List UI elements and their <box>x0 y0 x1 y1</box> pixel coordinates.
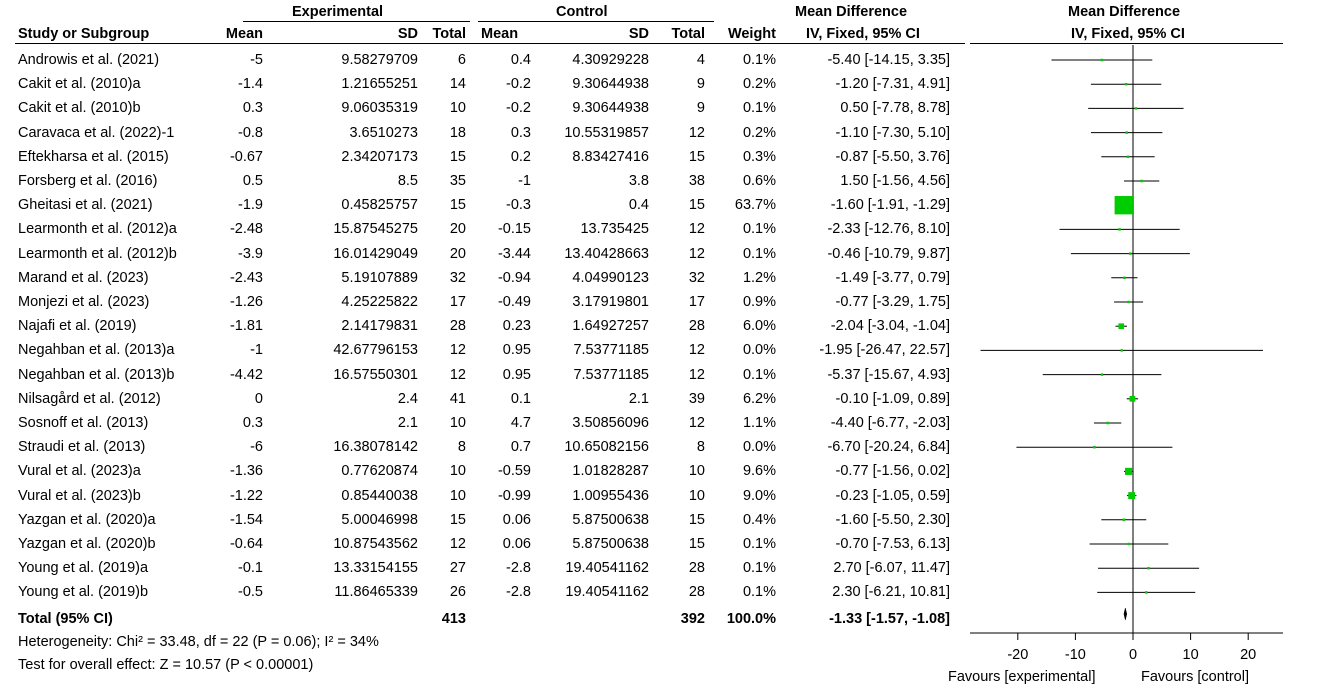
study-name: Young et al. (2019)a <box>18 560 149 577</box>
ctl-total: 12 <box>688 415 705 431</box>
ctl-sd: 13.40428663 <box>564 245 649 262</box>
exp-sd: 0.45825757 <box>341 197 418 214</box>
exp-total: 20 <box>449 245 466 262</box>
study-name: Sosnoff et al. (2013) <box>18 415 149 431</box>
exp-mean: -4.42 <box>229 366 263 383</box>
ctl-total: 12 <box>688 221 705 238</box>
ctl-total: 10 <box>688 463 705 480</box>
weight: 0.2% <box>742 76 776 93</box>
exp-total: 32 <box>449 269 466 286</box>
ctl-total: 28 <box>688 318 705 335</box>
study-name: Eftekharsa et al. (2015) <box>18 148 169 165</box>
exp-total: 12 <box>449 366 466 383</box>
ctl-mean: 0.95 <box>502 342 531 359</box>
ctl-total: 39 <box>688 390 705 407</box>
ctl-mean: -0.94 <box>497 269 531 286</box>
ctl-sd: 1.01828287 <box>572 463 649 480</box>
effect-marker <box>1127 156 1130 159</box>
ctl-total: 9 <box>696 76 705 93</box>
overall-effect-text: Test for overall effect: Z = 10.57 (P < 0.00001) <box>18 657 314 673</box>
exp-sd: 2.1 <box>397 415 418 431</box>
exp-mean-column-header: Mean <box>225 26 263 42</box>
exp-total: 28 <box>449 318 466 335</box>
mean-difference: -1.95 [-26.47, 22.57] <box>819 342 950 359</box>
ctl-total: 4 <box>696 52 705 68</box>
ctl-sd: 2.1 <box>628 390 649 407</box>
exp-sd: 8.5 <box>397 173 418 189</box>
ctl-sd: 9.30644938 <box>572 100 649 117</box>
md-group-header: Mean Difference <box>795 4 908 20</box>
exp-total: 12 <box>449 342 466 359</box>
exp-sd-column-header: SD <box>397 26 418 42</box>
exp-total: 10 <box>449 415 466 431</box>
ctl-sd: 9.30644938 <box>572 76 649 93</box>
ctl-sd: 8.83427416 <box>572 148 649 165</box>
weight: 0.1% <box>742 52 776 68</box>
exp-total: 35 <box>449 173 466 189</box>
ctl-total: 12 <box>688 366 705 383</box>
exp-sd: 5.00046998 <box>341 511 418 528</box>
mean-difference: -0.23 [-1.05, 0.59] <box>835 487 950 504</box>
ctl-total: 17 <box>688 294 705 310</box>
weight: 63.7% <box>734 197 776 214</box>
effect-marker <box>1118 228 1121 231</box>
axis-tick-label: 20 <box>1240 647 1257 663</box>
ctl-mean: 0.06 <box>502 536 531 552</box>
study-name: Nilsagård et al. (2012) <box>18 390 161 407</box>
ctl-mean: -3.44 <box>497 245 531 262</box>
ctl-sd: 5.87500638 <box>572 511 649 528</box>
exp-total: 10 <box>449 100 466 117</box>
effect-marker <box>1135 107 1138 110</box>
study-name: Negahban et al. (2013)a <box>18 342 175 359</box>
study-column-header: Study or Subgroup <box>18 26 150 42</box>
favours-control-label: Favours [control] <box>1141 669 1249 685</box>
ctl-sd: 7.53771185 <box>573 342 649 359</box>
axis-tick-label: -10 <box>1064 647 1086 663</box>
effect-marker <box>1147 567 1150 570</box>
study-name: Learmonth et al. (2012)a <box>18 221 177 238</box>
effect-marker <box>1130 396 1136 402</box>
ctl-mean: 0.1 <box>510 390 531 407</box>
axis-tick-label: 0 <box>1128 647 1138 663</box>
mean-difference: -1.60 [-1.91, -1.29] <box>830 197 950 214</box>
exp-mean: -2.48 <box>229 221 263 238</box>
ctl-sd: 3.17919801 <box>572 294 649 310</box>
exp-total: 26 <box>449 584 466 601</box>
ctl-sd: 1.00955436 <box>572 487 649 504</box>
exp-total: 15 <box>449 511 466 528</box>
weight: 9.6% <box>742 463 776 480</box>
mean-difference: -0.10 [-1.09, 0.89] <box>835 390 950 407</box>
mean-difference: -2.33 [-12.76, 8.10] <box>827 221 950 238</box>
ctl-total: 28 <box>688 560 705 577</box>
total-ctl-n: 392 <box>680 611 705 627</box>
exp-mean: -5 <box>250 52 263 68</box>
ctl-sd: 19.40541162 <box>565 584 649 601</box>
exp-mean: -0.67 <box>229 148 263 165</box>
ctl-sd: 19.40541162 <box>565 560 649 577</box>
weight: 0.1% <box>742 536 776 552</box>
exp-sd: 2.14179831 <box>341 318 418 335</box>
weight: 0.2% <box>742 124 776 141</box>
study-name: Vural et al. (2023)b <box>18 487 141 504</box>
exp-mean: -1.54 <box>229 511 263 528</box>
total-weight: 100.0% <box>726 611 776 627</box>
exp-mean: -1.22 <box>229 487 263 504</box>
effect-marker <box>1123 519 1126 522</box>
study-name: Androwis et al. (2021) <box>18 52 160 68</box>
mean-difference: -2.04 [-3.04, -1.04] <box>830 318 950 335</box>
study-name: Cakit et al. (2010)a <box>18 76 141 93</box>
effect-marker <box>1125 83 1128 86</box>
exp-sd: 0.85440038 <box>341 487 418 504</box>
mean-difference: 2.30 [-6.21, 10.81] <box>832 584 950 601</box>
weight: 6.0% <box>742 318 776 335</box>
weight: 1.1% <box>742 415 776 431</box>
weight: 6.2% <box>742 390 776 407</box>
total-md: -1.33 [-1.57, -1.08] <box>829 611 950 627</box>
exp-sd: 16.38078142 <box>333 439 418 456</box>
weight: 0.0% <box>742 439 776 456</box>
ctl-mean: 0.23 <box>502 318 531 335</box>
effect-marker <box>1127 301 1130 304</box>
ctl-sd: 13.735425 <box>580 221 649 238</box>
exp-sd: 2.34207173 <box>341 148 418 165</box>
exp-total: 12 <box>449 536 466 552</box>
plot-group-header: Mean Difference <box>1068 4 1181 20</box>
experimental-group-header: Experimental <box>292 4 384 20</box>
ctl-sd: 3.50856096 <box>572 415 649 431</box>
exp-sd: 0.77620874 <box>341 463 418 480</box>
exp-total: 17 <box>449 294 466 310</box>
exp-total-column-header: Total <box>432 26 466 42</box>
mean-difference: 0.50 [-7.78, 8.78] <box>840 100 950 117</box>
ctl-mean-column-header: Mean <box>481 26 519 42</box>
weight: 0.6% <box>742 173 776 189</box>
study-name: Vural et al. (2023)a <box>18 463 141 480</box>
axis-tick-label: 10 <box>1182 647 1199 663</box>
mean-difference: -1.10 [-7.30, 5.10] <box>835 124 950 141</box>
control-group-header: Control <box>556 4 608 20</box>
ctl-mean: -1 <box>518 173 531 189</box>
mean-difference: -1.20 [-7.31, 4.91] <box>835 76 950 93</box>
md-method-header: IV, Fixed, 95% CI <box>806 26 920 42</box>
ctl-mean: 0.2 <box>510 148 531 165</box>
plot-method-header: IV, Fixed, 95% CI <box>1071 26 1185 42</box>
ctl-sd: 4.04990123 <box>572 269 649 286</box>
exp-mean: 0.3 <box>242 100 263 117</box>
ctl-mean: -2.8 <box>506 560 531 577</box>
favours-experimental-label: Favours [experimental] <box>948 669 1096 685</box>
effect-marker <box>1125 131 1128 134</box>
mean-difference: -1.49 [-3.77, 0.79] <box>835 269 950 286</box>
ctl-total: 15 <box>688 511 705 528</box>
effect-marker <box>1121 349 1124 352</box>
total-label: Total (95% CI) <box>18 611 113 627</box>
exp-mean: 0.3 <box>242 415 263 431</box>
exp-mean: 0 <box>254 390 263 407</box>
effect-marker <box>1125 468 1132 475</box>
exp-sd: 9.06035319 <box>341 100 418 117</box>
exp-sd: 42.67796153 <box>333 342 418 359</box>
weight: 0.1% <box>742 366 776 383</box>
study-name: Najafi et al. (2019) <box>18 318 137 335</box>
ctl-mean: -0.3 <box>506 197 531 214</box>
exp-sd: 13.33154155 <box>333 560 418 577</box>
study-name: Learmonth et al. (2012)b <box>18 245 177 262</box>
weight: 1.2% <box>742 269 776 286</box>
study-name: Caravaca et al. (2022)-1 <box>18 124 175 141</box>
effect-marker <box>1106 422 1109 425</box>
ctl-total: 15 <box>688 197 705 214</box>
ctl-total: 38 <box>688 173 705 189</box>
study-name: Negahban et al. (2013)b <box>18 366 175 383</box>
study-name: Young et al. (2019)b <box>18 584 149 601</box>
total-exp-n: 413 <box>441 611 466 627</box>
mean-difference: -0.87 [-5.50, 3.76] <box>835 148 950 165</box>
heterogeneity-text: Heterogeneity: Chi² = 33.48, df = 22 (P = 0.06); I² = 34% <box>18 634 379 650</box>
exp-mean: -2.43 <box>229 269 263 286</box>
effect-marker <box>1145 591 1148 594</box>
exp-mean: -0.1 <box>238 560 263 577</box>
effect-marker <box>1093 446 1096 449</box>
ctl-total: 15 <box>688 148 705 165</box>
weight-column-header: Weight <box>727 26 776 42</box>
weight: 0.1% <box>742 560 776 577</box>
ctl-mean: -0.2 <box>506 76 531 93</box>
ctl-mean: 0.4 <box>510 52 531 68</box>
weight: 0.1% <box>742 584 776 601</box>
exp-mean: -0.8 <box>238 124 263 141</box>
mean-difference: -4.40 [-6.77, -2.03] <box>830 415 950 431</box>
ctl-mean: 0.3 <box>510 124 531 141</box>
ctl-sd: 10.65082156 <box>564 439 649 456</box>
exp-total: 14 <box>449 76 466 93</box>
exp-sd: 9.58279709 <box>341 52 418 68</box>
axis-tick-label: -20 <box>1007 647 1029 663</box>
effect-marker <box>1118 323 1124 329</box>
mean-difference: -0.70 [-7.53, 6.13] <box>835 536 950 552</box>
exp-sd: 3.6510273 <box>349 124 418 141</box>
mean-difference: -0.77 [-1.56, 0.02] <box>835 463 950 480</box>
exp-sd: 16.57550301 <box>333 366 418 383</box>
exp-mean: -1.9 <box>238 197 263 214</box>
weight: 0.1% <box>742 100 776 117</box>
pooled-diamond <box>1124 608 1127 620</box>
mean-difference: -0.46 [-10.79, 9.87] <box>827 245 950 262</box>
ctl-mean: 0.06 <box>502 511 531 528</box>
exp-mean: -1.4 <box>238 76 263 93</box>
effect-marker <box>1101 59 1104 62</box>
exp-total: 18 <box>449 124 466 141</box>
effect-marker <box>1140 180 1143 183</box>
ctl-sd: 1.64927257 <box>572 318 649 335</box>
weight: 0.0% <box>742 342 776 359</box>
exp-mean: -0.5 <box>238 584 263 601</box>
effect-marker <box>1101 373 1104 376</box>
exp-total: 8 <box>457 439 466 456</box>
exp-mean: -1.36 <box>229 463 263 480</box>
exp-mean: -1 <box>250 342 263 359</box>
ctl-mean: -0.2 <box>506 100 531 117</box>
study-name: Forsberg et al. (2016) <box>18 173 158 189</box>
effect-marker <box>1128 492 1135 499</box>
exp-mean: -6 <box>250 439 263 456</box>
weight: 0.1% <box>742 245 776 262</box>
ctl-mean: 0.95 <box>502 366 531 383</box>
ctl-total: 12 <box>688 245 705 262</box>
ctl-total-column-header: Total <box>671 26 705 42</box>
exp-sd: 10.87543562 <box>333 536 418 552</box>
exp-mean: -3.9 <box>238 245 263 262</box>
study-name: Cakit et al. (2010)b <box>18 100 141 117</box>
weight: 0.3% <box>742 148 776 165</box>
exp-sd: 4.25225822 <box>341 294 418 310</box>
ctl-total: 12 <box>688 124 705 141</box>
weight: 9.0% <box>742 487 776 504</box>
exp-total: 20 <box>449 221 466 238</box>
ctl-sd: 4.30929228 <box>572 52 649 68</box>
study-name: Marand et al. (2023) <box>18 269 149 286</box>
ctl-mean: 4.7 <box>510 415 531 431</box>
exp-sd: 5.19107889 <box>341 269 418 286</box>
mean-difference: -6.70 [-20.24, 6.84] <box>827 439 950 456</box>
ctl-total: 10 <box>688 487 705 504</box>
ctl-total: 28 <box>688 584 705 601</box>
study-name: Straudi et al. (2013) <box>18 439 146 456</box>
exp-total: 27 <box>449 560 466 577</box>
ctl-sd: 5.87500638 <box>572 536 649 552</box>
effect-marker <box>1129 252 1132 255</box>
exp-mean: 0.5 <box>242 173 263 189</box>
exp-sd: 15.87545275 <box>333 221 418 238</box>
ctl-sd: 0.4 <box>628 197 649 214</box>
ctl-mean: -0.99 <box>497 487 531 504</box>
ctl-mean: -2.8 <box>506 584 531 601</box>
exp-total: 10 <box>449 487 466 504</box>
exp-total: 15 <box>449 148 466 165</box>
ctl-mean: -0.49 <box>497 294 531 310</box>
exp-total: 10 <box>449 463 466 480</box>
effect-marker <box>1123 277 1126 280</box>
ctl-total: 12 <box>688 342 705 359</box>
exp-mean: -1.26 <box>229 294 263 310</box>
ctl-sd: 7.53771185 <box>573 366 649 383</box>
mean-difference: 1.50 [-1.56, 4.56] <box>840 173 950 189</box>
exp-sd: 1.21655251 <box>341 76 418 93</box>
mean-difference: -5.40 [-14.15, 3.35] <box>827 52 950 68</box>
exp-total: 15 <box>449 197 466 214</box>
study-name: Gheitasi et al. (2021) <box>18 197 153 214</box>
exp-sd: 16.01429049 <box>333 245 418 262</box>
weight: 0.9% <box>742 294 776 310</box>
ctl-total: 15 <box>688 536 705 552</box>
study-name: Yazgan et al. (2020)b <box>18 536 156 552</box>
ctl-sd: 10.55319857 <box>564 124 649 141</box>
ctl-mean: -0.59 <box>497 463 531 480</box>
exp-total: 41 <box>449 390 466 407</box>
weight: 0.4% <box>742 511 776 528</box>
study-name: Monjezi et al. (2023) <box>18 294 150 310</box>
exp-sd: 2.4 <box>397 390 418 407</box>
effect-marker <box>1128 543 1131 546</box>
weight: 0.1% <box>742 221 776 238</box>
ctl-mean: 0.7 <box>510 439 531 456</box>
ctl-sd: 3.8 <box>628 173 649 189</box>
effect-marker <box>1115 196 1133 214</box>
study-name: Yazgan et al. (2020)a <box>18 511 156 528</box>
exp-mean: -1.81 <box>229 318 263 335</box>
mean-difference: -0.77 [-3.29, 1.75] <box>835 294 950 310</box>
ctl-mean: -0.15 <box>497 221 531 238</box>
ctl-total: 8 <box>696 439 705 456</box>
exp-total: 6 <box>457 52 466 68</box>
mean-difference: -1.60 [-5.50, 2.30] <box>835 511 950 528</box>
mean-difference: 2.70 [-6.07, 11.47] <box>833 560 950 577</box>
mean-difference: -5.37 [-15.67, 4.93] <box>827 366 950 383</box>
ctl-total: 32 <box>688 269 705 286</box>
ctl-sd-column-header: SD <box>628 26 649 42</box>
exp-mean: -0.64 <box>229 536 263 552</box>
ctl-total: 9 <box>696 100 705 117</box>
exp-sd: 11.86465339 <box>334 584 418 601</box>
